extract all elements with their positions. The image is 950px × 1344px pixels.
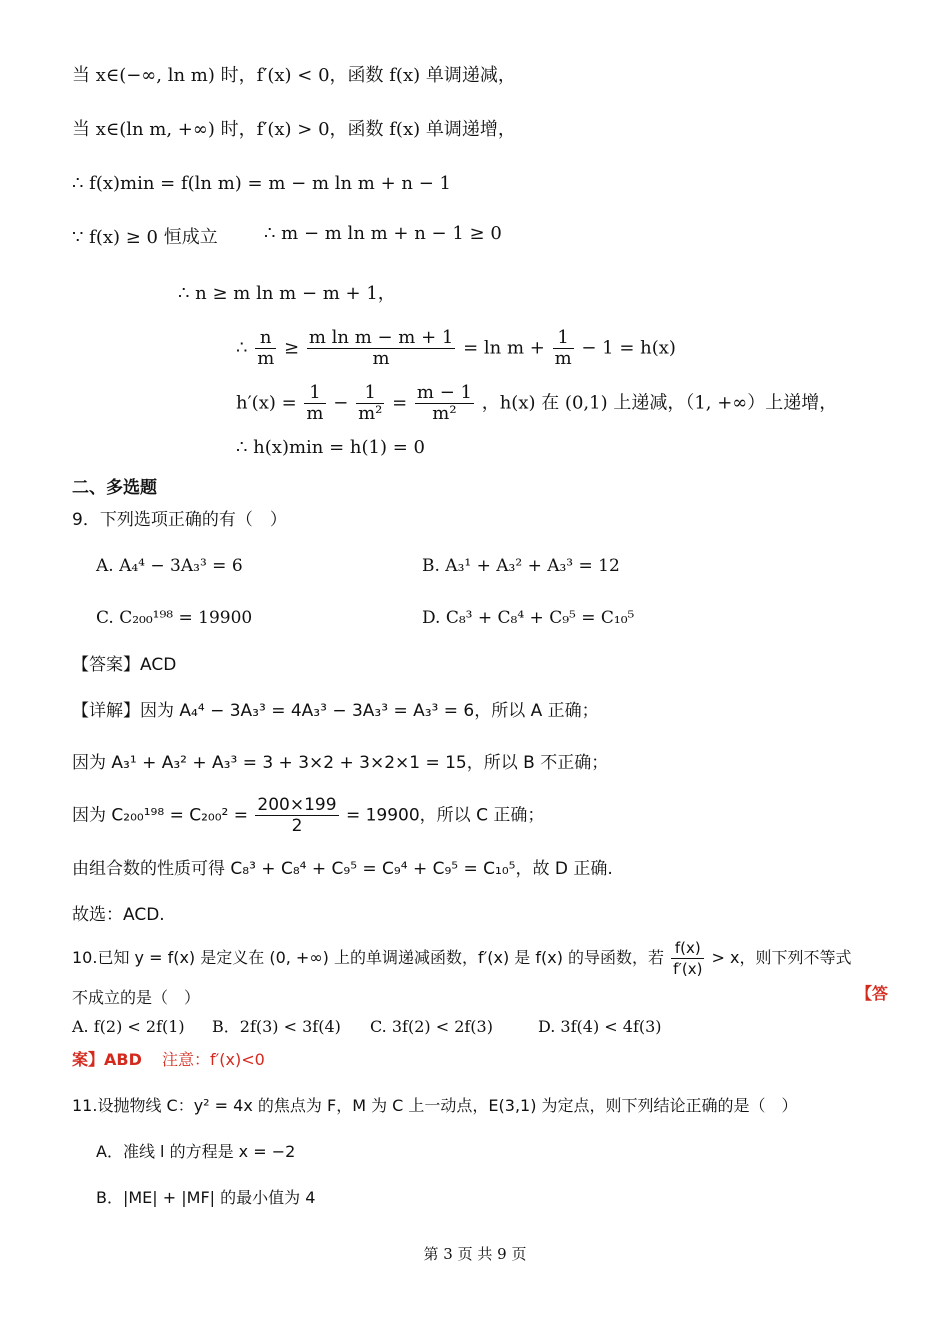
derivation-line-1: 当 x∈(−∞, ln m) 时，f′(x) < 0，函数 f(x) 单调递减， [72,65,516,86]
derivation-line-3: ∴ f(x)min = f(ln m) = m − m ln m + n − 1 [72,173,451,194]
fraction-200x199: $\frac{200\times 199}{2}$ [257,795,337,836]
fraction-mlnm: $\frac{\text{m ln m − m + 1}}{m}$ [308,327,454,369]
q9-option-b: B. A₃¹ + A₃² + A₃³ = 12 [422,556,620,576]
derivation-line-2: 当 x∈(ln m, +∞) 时，f′(x) > 0，函数 f(x) 单调递增， [72,119,516,140]
section-heading: 二、多选题 [72,478,157,498]
derivation-line-4a: ∵ f(x) ≥ 0 恒成立 [72,227,218,248]
fraction-one-over-m-squared: $\frac{1}{\text{m²}}$ [358,382,383,424]
derivation-line-5: ∴ n ≥ m ln m − m + 1， [178,283,396,304]
q11-option-a: A．准线 l 的方程是 x = −2 [96,1142,296,1161]
q9-detail-3: 因为 C₂₀₀¹⁹⁸ = C₂₀₀² = $\frac{200\times 199}{2}$ = 19900，所以 C 正确； [72,795,545,836]
q10-option-a: A. f(2) < 2f(1) [72,1017,185,1036]
fraction-n-over-m: $\frac{n}{m}$ [257,327,275,369]
derivation-line-8: ∴ h(x)min = h(1) = 0 [236,437,425,458]
q9-option-d: D. C₈³ + C₈⁴ + C₉⁵ = C₁₀⁵ [422,608,635,628]
q9-stem: 9．下列选项正确的有（ ） [72,510,287,530]
derivation-line-7: h′(x) = $\frac{1}{m}$ − $\frac{1}{\text{m²}}$ = $\frac{m - 1}{\text{m²}}$ ，h(x) 在 (0,1) 上递减，（1, +∞）上递增， [236,382,838,424]
q10-answer-tag-1: 【答 [856,984,889,1003]
q9-detail-4: 由组合数的性质可得 C₈³ + C₈⁴ + C₉⁵ = C₉⁴ + C₉⁵ = C₁₀⁵，故 D 正确. [72,859,613,879]
fraction-one-over-m-2: $\frac{1}{m}$ [306,382,324,424]
page-footer: 第 3 页 共 9 页 [423,1245,527,1263]
q10-note: 注意：f′(x)<0 [162,1050,265,1069]
q10-option-d: D. 3f(4) < 4f(3) [538,1017,662,1036]
q10-option-c: C. 3f(2) < 2f(3) [370,1017,493,1036]
fraction-one-over-m: $\frac{1}{m}$ [554,327,572,369]
q10-stem-cont: 不成立的是（ ） [72,988,201,1007]
q9-detail-2: 因为 A₃¹ + A₃² + A₃³ = 3 + 3×2 + 3×2×1 = 15，所以 B 不正确； [72,753,609,773]
q10-answer-tag-2: 案】ABD [72,1050,142,1069]
q9-detail-1: 【详解】因为 A₄⁴ − 3A₃³ = 4A₃³ − 3A₃³ = A₃³ = 6，所以 A 正确； [72,701,599,721]
q9-option-a: A. A₄⁴ − 3A₃³ = 6 [96,556,243,576]
fraction-m-minus-1: $\frac{m - 1}{\text{m²}}$ [416,382,472,424]
q10-stem: 10.已知 y = f(x) 是定义在 (0, +∞) 上的单调递减函数，f′(x) 是 f(x) 的导函数，若 $\frac{f(x)}{f'(x)}$ > x，则下列不等式 [72,939,852,978]
fraction-fx-over-fpx: $\frac{f(x)}{f'(x)}$ [673,939,703,978]
q10-option-b: B．2f(3) < 3f(4) [212,1017,341,1036]
q9-answer: 【答案】ACD [72,655,177,675]
q9-final: 故选：ACD. [72,905,165,925]
q11-stem: 11.设抛物线 C：y² = 4x 的焦点为 F，M 为 C 上一动点，E(3,1) 为定点，则下列结论正确的是（ ） [72,1096,798,1115]
derivation-line-6: ∴ $\frac{n}{m}$ ≥ $\frac{\text{m ln m − m + 1}}{m}$ = ln m + $\frac{1}{m}$ − 1 = h(x) [236,327,676,369]
derivation-line-4b: ∴ m − m ln m + n − 1 ≥ 0 [264,223,502,244]
q11-option-b: B．|ME| + |MF| 的最小值为 4 [96,1188,316,1207]
q9-option-c: C. C₂₀₀¹⁹⁸ = 19900 [96,608,253,628]
